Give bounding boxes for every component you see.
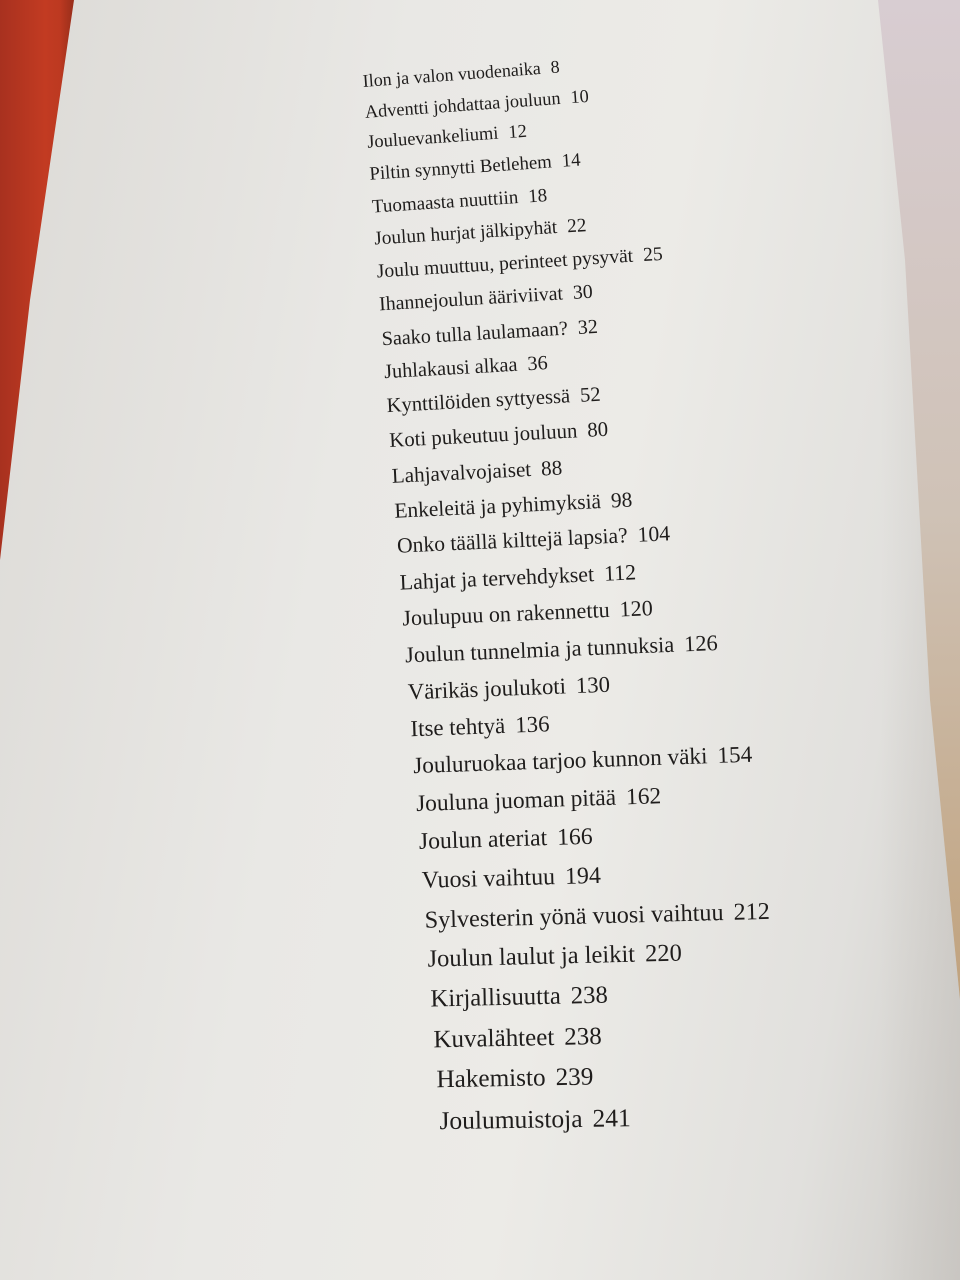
toc-entry-page-number: 98 bbox=[610, 487, 633, 513]
toc-entry-page-number: 36 bbox=[526, 352, 549, 376]
toc-entry-title: Joulumuistoja bbox=[439, 1103, 583, 1135]
toc-entry-page-number: 162 bbox=[625, 783, 662, 811]
toc-entry-title: Enkeleitä ja pyhimyksiä bbox=[393, 488, 602, 523]
toc-entry-title: Lahjavalvojaiset bbox=[391, 456, 532, 488]
toc-entry-page-number: 212 bbox=[733, 897, 771, 926]
toc-entry-page-number: 32 bbox=[577, 315, 599, 339]
toc-entry-page-number: 112 bbox=[603, 559, 637, 586]
toc-entry-title: Juhlakausi alkaa bbox=[383, 354, 519, 384]
toc-entry-page-number: 22 bbox=[566, 215, 588, 238]
toc-entry-title: Kirjallisuutta bbox=[430, 982, 562, 1013]
toc-entry-page-number: 80 bbox=[586, 417, 609, 442]
toc-entry-page-number: 10 bbox=[569, 85, 590, 108]
toc-entry-page-number: 239 bbox=[555, 1063, 594, 1092]
toc-entry-title: Hakemisto bbox=[436, 1064, 546, 1094]
toc-entry-title: Tuomaasta nuuttiin bbox=[371, 187, 519, 218]
toc-entry-title: Adventti johdattaa jouluun bbox=[364, 87, 562, 122]
toc-entry-title: Värikäs joulukoti bbox=[407, 672, 567, 704]
table-of-contents bbox=[362, 34, 960, 1149]
toc-entry-page-number: 12 bbox=[507, 122, 528, 144]
toc-entry-title: Joulun laulut ja leikit bbox=[427, 940, 636, 973]
toc-entry-page-number: 136 bbox=[514, 711, 550, 738]
toc-entry-title: Saako tulla laulamaan? bbox=[381, 317, 569, 350]
toc-entry-title: Jouluna juoman pitää bbox=[415, 784, 617, 818]
toc-entry-page-number: 52 bbox=[579, 384, 602, 408]
toc-entry-title: Piltin synnytti Betlehem bbox=[368, 151, 553, 185]
toc-entry-page-number: 8 bbox=[549, 56, 561, 78]
toc-entry-title: Kuvalähteet bbox=[433, 1023, 555, 1054]
toc-entry-title: Jouluruokaa tarjoo kunnon väki bbox=[412, 743, 708, 780]
toc-entry-title: Lahjat ja tervehdykset bbox=[399, 561, 595, 595]
toc-entry-page-number: 104 bbox=[637, 521, 671, 547]
toc-entry bbox=[439, 1100, 960, 1149]
toc-entry-page-number: 238 bbox=[563, 1022, 602, 1051]
toc-entry-title: Itse tehtyä bbox=[410, 712, 506, 741]
toc-entry-page-number: 120 bbox=[619, 595, 654, 622]
toc-entry-page-number: 25 bbox=[642, 243, 664, 267]
toc-entry-page-number: 130 bbox=[575, 671, 611, 698]
toc-entry-page-number: 14 bbox=[561, 149, 582, 172]
toc-entry-title: Joulun tunnelmia ja tunnuksia bbox=[404, 631, 675, 668]
toc-entry-title: Koti pukeutuu jouluun bbox=[388, 419, 578, 452]
toc-entry-title: Ilon ja valon vuodenaika bbox=[361, 57, 542, 91]
toc-entry-title: Sylvesterin yönä vuosi vaihtuu bbox=[424, 898, 724, 934]
toc-entry-page-number: 220 bbox=[644, 939, 683, 968]
toc-entry-page-number: 238 bbox=[570, 981, 609, 1010]
toc-entry-page-number: 126 bbox=[683, 629, 719, 657]
toc-entry-title: Jouluevankeliumi bbox=[366, 124, 500, 154]
toc-entry-title: Joulu muuttuu, perinteet pysyvät bbox=[376, 245, 634, 283]
toc-entry-page-number: 154 bbox=[717, 742, 753, 770]
toc-entry-page-number: 241 bbox=[592, 1102, 632, 1133]
toc-entry-page-number: 166 bbox=[556, 824, 594, 852]
toc-entry-page-number: 88 bbox=[540, 455, 563, 481]
toc-entry-page-number: 30 bbox=[572, 280, 594, 304]
toc-entry-page-number: 18 bbox=[527, 185, 548, 208]
toc-entry-title: Joulun hurjat jälkipyhät bbox=[373, 217, 558, 250]
toc-entry-title: Vuosi vaihtuu bbox=[421, 864, 556, 894]
toc-entry-title: Ihannejoulun ääriviivat bbox=[378, 282, 564, 316]
toc-entry-title: Onko täällä kilttejä lapsia? bbox=[396, 523, 629, 558]
toc-entry-title: Kynttilöiden syttyessä bbox=[386, 385, 571, 418]
toc-entry-title: Joulun ateriat bbox=[418, 825, 548, 856]
toc-entry-title: Joulupuu on rakennettu bbox=[401, 597, 611, 631]
toc-entry-page-number: 194 bbox=[564, 862, 602, 890]
